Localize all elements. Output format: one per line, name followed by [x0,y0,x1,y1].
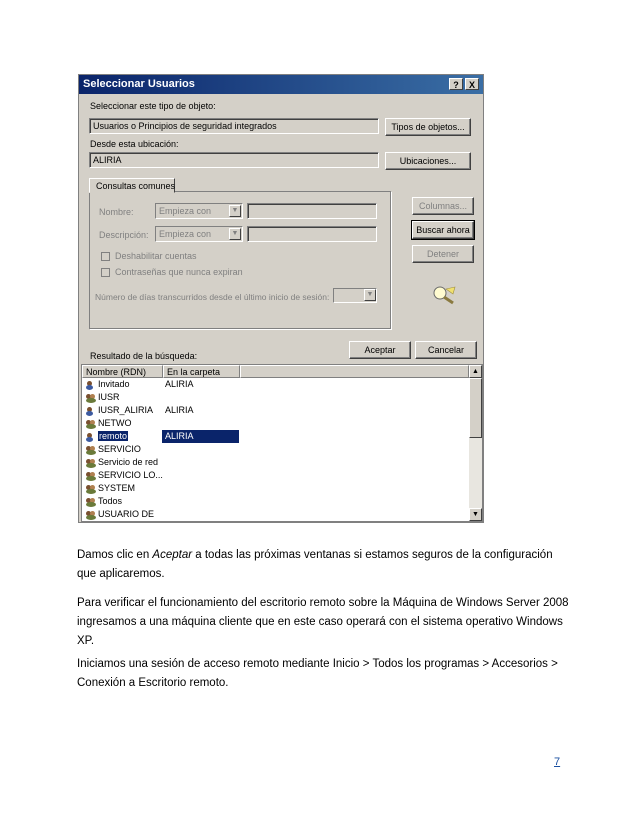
page-number[interactable]: 7 [554,756,561,768]
table-row[interactable] [82,469,462,482]
columns-button[interactable]: Columnas... [412,197,474,215]
scroll-up-icon[interactable]: ▲ [469,365,482,378]
column-header-name[interactable]: Nombre (RDN) [82,365,163,378]
user-name-cell: IUSR [86,391,120,404]
select-users-dialog [78,74,484,523]
paragraph-3-line-2: Conexión a Escritorio remoto. [77,677,229,689]
ok-button[interactable]: Aceptar [349,341,411,359]
folder-cell: ALIRIA [165,379,194,389]
paragraph-1-line-1: Damos clic en Aceptar a todas las próximas ventanas si estamos seguros de la configuración [77,549,553,561]
title-bar[interactable] [79,75,483,94]
name-label: Nombre: [99,207,134,217]
group-icon [86,484,96,494]
name-mode-value: Empieza con [159,206,212,216]
object-types-button[interactable]: Tipos de objetos... [385,118,471,136]
locations-button[interactable]: Ubicaciones... [385,152,471,170]
table-row[interactable] [82,391,462,404]
description-label: Descripción: [99,230,149,240]
help-button[interactable]: ? [449,78,463,90]
paragraph-3-line-1: Iniciamos una sesión de acceso remoto mediante Inicio > Todos los programas > Accesorios > [77,658,558,670]
user-name-cell: Todos [86,495,122,508]
scroll-down-icon[interactable]: ▼ [469,508,482,521]
paragraph-2-line-1: Para verificar el funcionamiento del escritorio remoto sobre la Máquina de Windows Server 2008 [77,597,569,609]
table-row[interactable] [82,495,462,508]
table-row[interactable] [82,443,462,456]
user-icon [86,406,96,416]
user-name-cell: SERVICIO LO... [86,469,163,482]
paragraph-1 [77,546,577,584]
table-row[interactable] [82,378,462,391]
description-input[interactable] [247,226,377,242]
results-label: Resultado de la búsqueda: [90,351,198,361]
disabled-accounts-checkbox[interactable] [101,252,110,261]
results-scrollbar[interactable] [469,365,482,521]
user-name-cell: NETWO [86,417,132,430]
nonexpiring-password-label: Contraseñas que nunca expiran [115,267,243,277]
user-name-cell: USUARIO DE [86,508,154,521]
paragraph-1-line-2: que aplicaremos. [77,568,165,580]
group-icon [86,445,96,455]
paragraph-3 [77,655,577,693]
description-mode-value: Empieza con [159,229,212,239]
table-row[interactable] [82,417,462,430]
user-name-cell: IUSR_ALIRIA [86,404,153,417]
results-list[interactable] [81,364,483,522]
group-icon [86,497,96,507]
chevron-down-icon[interactable]: ▼ [229,205,241,217]
cancel-button[interactable]: Cancelar [415,341,477,359]
column-header-folder[interactable]: En la carpeta [163,365,240,378]
group-icon [86,471,96,481]
aceptar-emphasis: Aceptar [152,549,193,561]
days-since-login-label: Número de días transcurridos desde el último inicio de sesión: [95,292,330,302]
group-icon [86,419,96,429]
user-name-cell: SERVICIO [86,443,141,456]
folder-cell: ALIRIA [162,430,239,443]
tab-common-queries[interactable]: Consultas comunes [89,178,175,193]
table-row[interactable] [82,456,462,469]
chevron-down-icon[interactable]: ▼ [364,289,376,301]
folder-cell: ALIRIA [165,405,194,415]
scroll-thumb[interactable] [469,378,482,438]
object-type-label: Seleccionar este tipo de objeto: [90,101,216,111]
group-icon [86,458,96,468]
table-row-selected[interactable] [82,430,462,443]
user-name-cell: SYSTEM [86,482,135,495]
group-icon [86,393,96,403]
user-icon [86,380,96,390]
user-name-cell: remoto [86,430,128,443]
search-flashlight-icon [431,285,457,305]
nonexpiring-password-checkbox[interactable] [101,268,110,277]
group-icon [86,510,96,520]
user-icon [86,432,96,442]
search-now-button[interactable]: Buscar ahora [412,221,474,239]
dialog-title: Seleccionar Usuarios [83,78,195,90]
disabled-accounts-label: Deshabilitar cuentas [115,251,197,261]
column-header-spacer [240,365,469,378]
object-type-field: Usuarios o Principios de seguridad integrados [89,118,379,134]
close-button[interactable]: X [465,78,479,90]
location-label: Desde esta ubicación: [90,139,179,149]
paragraph-2-line-2: ingresamos a una máquina cliente que en este caso operará con el sistema operativo Windows [77,616,563,628]
table-row[interactable] [82,508,462,521]
paragraph-2 [77,594,577,651]
name-input[interactable] [247,203,377,219]
table-row[interactable] [82,404,462,417]
chevron-down-icon[interactable]: ▼ [229,228,241,240]
table-row[interactable] [82,482,462,495]
user-name-cell: Invitado [86,378,130,391]
user-name-cell: Servicio de red [86,456,158,469]
paragraph-2-line-3: XP. [77,635,95,647]
stop-button[interactable]: Detener [412,245,474,263]
location-field: ALIRIA [89,152,379,168]
